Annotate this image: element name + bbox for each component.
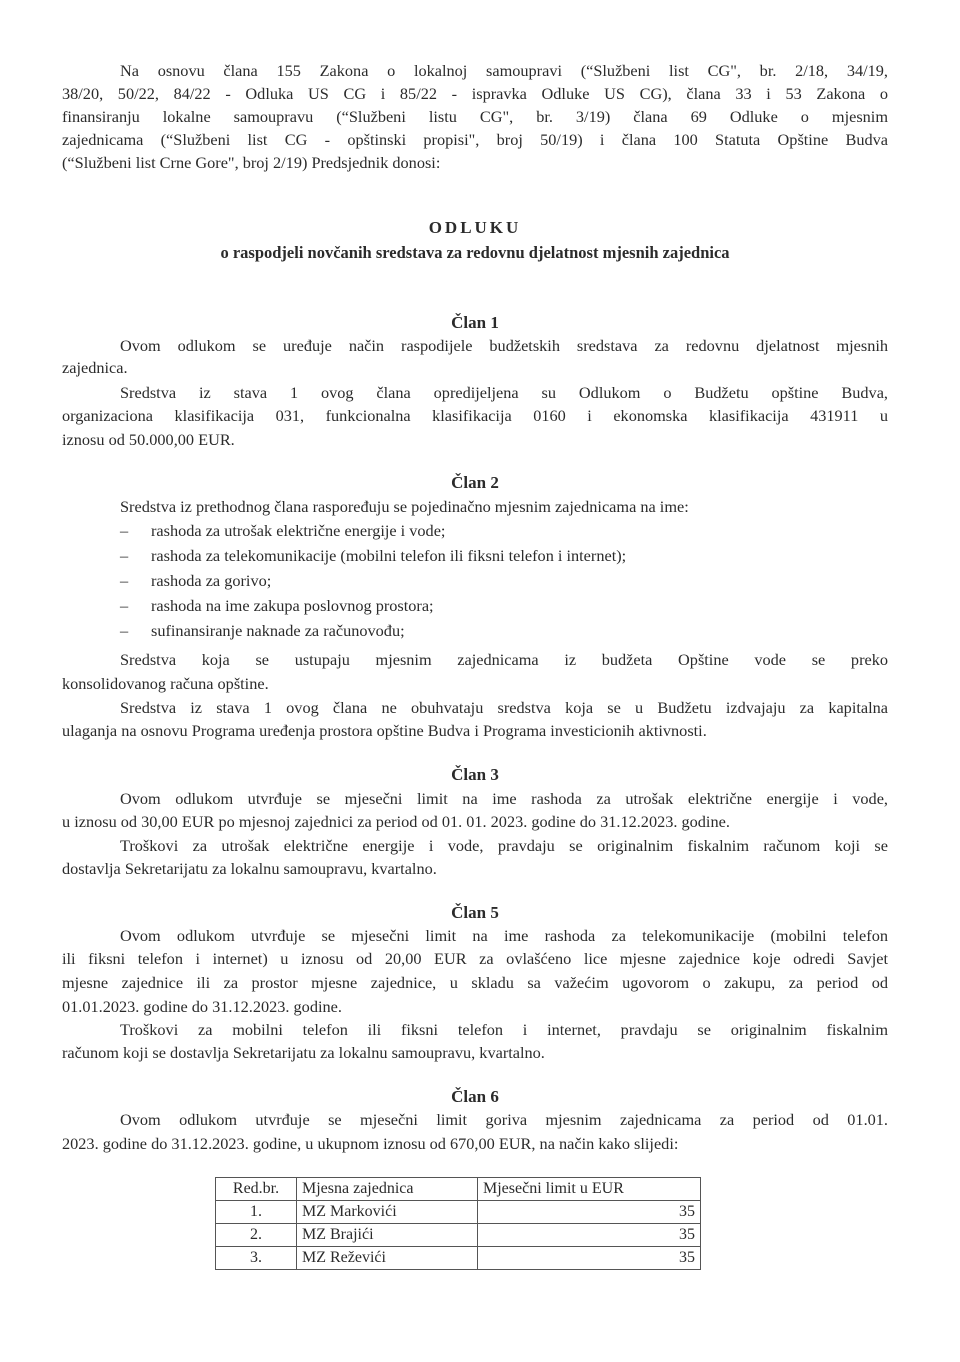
article-line: organizaciona klasifikacija 031, funkcionalna klasifikacija 0160 i ekonomska klasifikacija 431911 u (62, 406, 888, 425)
article-heading: Član 5 (451, 903, 499, 922)
list-item: rashoda za gorivo; (151, 571, 272, 590)
row-community: MZ Markovići (297, 1201, 478, 1224)
list-item: rashoda na ime zakupa poslovnog prostora; (151, 596, 434, 615)
article-line: Ovom odlukom se uređuje način raspodijele budžetskih sredstava za redovnu djelatnost mjesnih (120, 336, 888, 355)
column-header-number: Red.br. (216, 1178, 297, 1201)
document-title: ODLUKU (428, 218, 522, 237)
list-item: rashoda za utrošak električne energije i vode; (151, 521, 446, 540)
list-bullet: – (120, 596, 129, 615)
preamble-line: zajednicama (“Službeni list CG - opštinski propisi", broj 50/19) i člana 100 Statuta Opštine Budva (62, 130, 888, 149)
article-heading: Član 2 (451, 473, 499, 492)
article-line: Ovom odlukom utvrđuje se mjesečni limit na ime rashoda za telekomunikacije (mobilni telefon (120, 926, 888, 945)
article-line: ili fiksni telefon i internet) u iznosu od 20,00 EUR za ovlašćeno lice mjesne zajednice koje odredi Savjet (62, 949, 888, 968)
article-line: 01.01.2023. godine do 31.12.2023. godine. (62, 997, 342, 1016)
article-heading: Član 3 (451, 765, 499, 784)
article-heading: Član 1 (451, 313, 499, 332)
document-subtitle: o raspodjeli novčanih sredstava za redovnu djelatnost mjesnih zajednica (220, 243, 730, 262)
article-line: Sredstva iz stava 1 ovog člana ne obuhvataju sredstva koja se u Budžetu izdvajaju za kapitalna (120, 698, 888, 717)
list-bullet: – (120, 546, 129, 565)
row-number: 3. (216, 1247, 297, 1270)
article-line: Ovom odlukom utvrđuje se mjesečni limit goriva mjesnim zajednicama za period od 01.01. (120, 1110, 888, 1129)
table-row (216, 1247, 701, 1270)
row-limit: 35 (478, 1224, 701, 1247)
row-limit: 35 (478, 1201, 701, 1224)
preamble-line: (“Službeni list Crne Gore", broj 2/19) Predsjednik donosi: (62, 153, 441, 172)
article-line: Ovom odlukom utvrđuje se mjesečni limit na ime rashoda za utrošak električne energije i vode, (120, 789, 888, 808)
row-number: 2. (216, 1224, 297, 1247)
preamble-line: 38/20, 50/22, 84/22 - Odluka US CG i 85/22 - ispravka Odluke US CG), člana 33 i 53 Zakona o (62, 84, 888, 103)
table-row (216, 1224, 701, 1247)
row-limit: 35 (478, 1247, 701, 1270)
article-line: Sredstva iz stava 1 ovog člana opredijeljena su Odlukom o Budžetu opštine Budva, (120, 383, 888, 402)
table-row (216, 1201, 701, 1224)
article-line: Troškovi za mobilni telefon ili fiksni telefon i internet, pravdaju se originalnim fiskalnim (120, 1020, 888, 1039)
list-bullet: – (120, 621, 129, 640)
article-line: računom koji se dostavlja Sekretarijatu za lokalnu samoupravu, kvartalno. (62, 1043, 545, 1062)
article-line: ulaganja na osnovu Programa uređenja prostora opštine Budva i Programa investicionih aktivnosti. (62, 721, 707, 740)
list-item: sufinansiranje naknade za računovođu; (151, 621, 405, 640)
article-line: mjesne zajednice ili za prostor mjesne zajednice, u skladu sa važećim ugovorom o zakupu, za period od (62, 973, 888, 992)
row-number: 1. (216, 1201, 297, 1224)
list-bullet: – (120, 521, 129, 540)
row-community: MZ Reževići (297, 1247, 478, 1270)
article-heading: Član 6 (451, 1087, 499, 1106)
fuel-limit-table (215, 1177, 701, 1270)
article-line: konsolidovanog računa opštine. (62, 674, 269, 693)
article-line: 2023. godine do 31.12.2023. godine, u ukupnom iznosu od 670,00 EUR, na način kako slijedi: (62, 1134, 679, 1153)
article-line: zajednica. (62, 358, 128, 377)
table-header-row (216, 1178, 701, 1201)
article-line: Sredstva koja se ustupaju mjesnim zajednicama iz budžeta Opštine vode se preko (120, 650, 888, 669)
list-item: rashoda za telekomunikacije (mobilni telefon ili fiksni telefon i internet); (151, 546, 627, 565)
article-line: Sredstva iz prethodnog člana raspoređuju se pojedinačno mjesnim zajednicama na ime: (120, 497, 689, 516)
article-line: iznosu od 50.000,00 EUR. (62, 430, 235, 449)
article-line: dostavlja Sekretarijatu za lokalnu samoupravu, kvartalno. (62, 859, 437, 878)
article-line: u iznosu od 30,00 EUR po mjesnoj zajednici za period od 01. 01. 2023. godine do 31.12.2023. godine. (62, 812, 730, 831)
column-header-limit: Mjesečni limit u EUR (478, 1178, 701, 1201)
article-line: Troškovi za utrošak električne energije i vode, pravdaju se originalnim fiskalnim računom koji se (120, 836, 888, 855)
preamble-line: finansiranju lokalne samoupravu (“Službeni listu CG", br. 3/19) člana 69 Odluke o mjesnim (62, 107, 888, 126)
column-header-community: Mjesna zajednica (297, 1178, 478, 1201)
list-bullet: – (120, 571, 129, 590)
row-community: MZ Brajići (297, 1224, 478, 1247)
preamble-line: Na osnovu člana 155 Zakona o lokalnoj samoupravi (“Službeni list CG", br. 2/18, 34/19, (120, 61, 888, 80)
